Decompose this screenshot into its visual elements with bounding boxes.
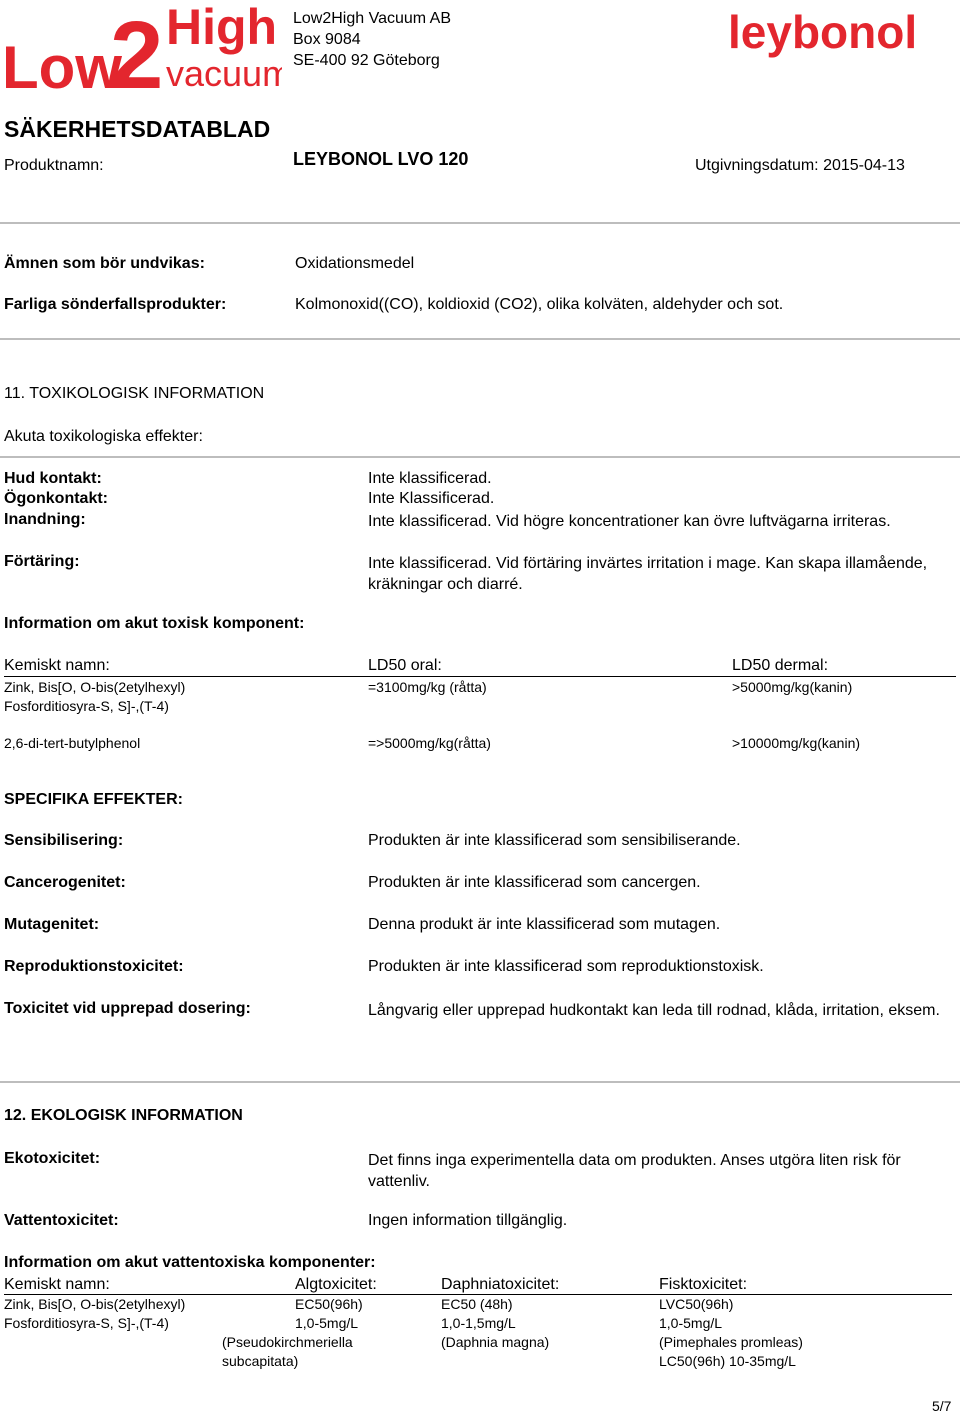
table-cell-chemical: 2,6-di-tert-butylphenol — [4, 735, 141, 751]
table-header-ld50-oral: LD50 oral: — [368, 657, 442, 674]
leybonol-logo — [726, 2, 916, 64]
eco-table-header-daphnia: Daphniatoxicitet: — [441, 1276, 560, 1293]
avoid-value: Oxidationsmedel — [295, 255, 415, 272]
eco-table-header-algae: Algtoxicitet: — [295, 1276, 377, 1293]
company-box: Box 9084 — [293, 31, 361, 48]
eco-table-cell-chemical: Zink, Bis[O, O-bis(2etylhexyl) — [4, 1296, 186, 1312]
eco-table-cell-algae: EC50(96h) — [295, 1296, 363, 1312]
acute-effects-heading: Akuta toxikologiska effekter: — [4, 428, 203, 445]
ingestion-value: Inte klassificerad. Vid förtäring invärtes irritation i mage. Kan skapa illamående, kräkningar och diarré. — [368, 555, 928, 593]
eco-table-cell-algae: (Pseudokirchmeriella — [222, 1334, 353, 1350]
mutagenicity-value: Denna produkt är inte klassificerad som mutagen. — [368, 916, 721, 933]
product-name: LEYBONOL LVO 120 — [293, 149, 469, 169]
low2high-logo-graphic — [2, 0, 282, 95]
page-number: 5/7 — [932, 1398, 952, 1414]
sensitization-label: Sensibilisering: — [4, 832, 124, 849]
mutagenicity-label: Mutagenitet: — [4, 916, 100, 933]
eco-table-cell-algae: 1,0-5mg/L — [295, 1315, 359, 1331]
repeated-dose-label: Toxicitet vid upprepad dosering: — [4, 1000, 251, 1017]
ecotoxicity-label: Ekotoxicitet: — [4, 1150, 101, 1167]
eco-table-cell-fish: LC50(96h) 10-35mg/L — [659, 1353, 796, 1369]
sensitization-value: Produkten är inte klassificerad som sensibiliserande. — [368, 832, 741, 849]
tox-heading: 11. TOXIKOLOGISK INFORMATION — [4, 385, 265, 402]
eco-table-cell-fish: 1,0-5mg/L — [659, 1315, 723, 1331]
eco-table-cell-daphnia: (Daphnia magna) — [441, 1334, 550, 1350]
ingestion-label: Förtäring: — [4, 553, 80, 570]
table-cell-chemical: Fosforditiosyra-S, S]-,(T-4) — [4, 698, 169, 714]
eye-contact-label: Ögonkontakt: — [4, 490, 108, 507]
skin-contact-value: Inte klassificerad. — [368, 470, 492, 487]
eco-heading: 12. EKOLOGISK INFORMATION — [4, 1107, 243, 1124]
eco-table-header-chemical: Kemiskt namn: — [4, 1276, 110, 1293]
reproductive-toxicity-value: Produkten är inte klassificerad som reproduktionstoxisk. — [368, 958, 764, 975]
eco-table-cell-daphnia: EC50 (48h) — [441, 1296, 513, 1312]
eco-table-cell-algae: subcapitata) — [222, 1353, 299, 1369]
leybonol-logo-text: leybonol — [728, 6, 916, 58]
section-divider — [0, 1081, 960, 1083]
table-header-chemical: Kemiskt namn: — [4, 657, 110, 674]
logo-two-text: 2 — [110, 2, 164, 95]
carcinogenicity-label: Cancerogenitet: — [4, 874, 126, 891]
table-cell-ld50-dermal: >5000mg/kg(kanin) — [732, 679, 853, 695]
eco-table-cell-chemical: Fosforditiosyra-S, S]-,(T-4) — [4, 1315, 169, 1331]
inhalation-value: Inte klassificerad. Vid högre koncentrationer kan övre luftvägarna irriteras. — [368, 513, 891, 530]
aquatic-toxicity-label: Vattentoxicitet: — [4, 1212, 119, 1229]
leybonol-logo-graphic — [726, 2, 916, 64]
table-cell-ld50-dermal: >10000mg/kg(kanin) — [732, 735, 861, 751]
company-city: SE-400 92 Göteborg — [293, 52, 440, 69]
table-header-ld50-dermal: LD50 dermal: — [732, 657, 829, 674]
ecotoxicity-value: Det finns inga experimentella data om produkten. Anses utgöra liten risk för vattenliv. — [368, 1152, 901, 1190]
decomposition-value: Kolmonoxid((CO), koldioxid (CO2), olika kolväten, aldehyder och sot. — [295, 296, 784, 313]
acute-component-heading: Information om akut toxisk komponent: — [4, 615, 305, 632]
table-cell-chemical: Zink, Bis[O, O-bis(2etylhexyl) — [4, 679, 186, 695]
low2high-logo — [2, 0, 282, 95]
product-name-label: Produktnamn: — [4, 157, 104, 174]
logo-low-text: Low — [2, 34, 122, 95]
company-name: Low2High Vacuum AB — [293, 10, 452, 27]
eco-table-cell-daphnia: 1,0-1,5mg/L — [441, 1315, 516, 1331]
document-title: SÄKERHETSDATABLAD — [4, 116, 271, 142]
aquatic-toxicity-value: Ingen information tillgänglig. — [368, 1212, 568, 1229]
table-cell-ld50-oral: =3100mg/kg (råtta) — [368, 679, 487, 695]
skin-contact-label: Hud kontakt: — [4, 470, 102, 487]
eco-table-header-rule — [4, 1294, 952, 1295]
eye-contact-value: Inte Klassificerad. — [368, 490, 495, 507]
eco-table-cell-fish: (Pimephales promleas) — [659, 1334, 803, 1350]
carcinogenicity-value: Produkten är inte klassificerad som cancergen. — [368, 874, 701, 891]
eco-table-header-fish: Fisktoxicitet: — [659, 1276, 748, 1293]
table-cell-ld50-oral: =>5000mg/kg(råtta) — [368, 735, 491, 751]
table-header-rule — [4, 676, 956, 677]
reproductive-toxicity-label: Reproduktionstoxicitet: — [4, 958, 184, 975]
logo-vacuum-text: vacuum — [166, 53, 282, 94]
aquatic-component-heading: Information om akut vattentoxiska komponenter: — [4, 1254, 376, 1271]
section-divider — [0, 222, 960, 224]
repeated-dose-value: Långvarig eller upprepad hudkontakt kan leda till rodnad, klåda, irritation, eksem. — [368, 1002, 940, 1019]
issue-date: Utgivningsdatum: 2015-04-13 — [695, 157, 905, 174]
decomposition-label: Farliga sönderfallsprodukter: — [4, 296, 227, 313]
section-divider — [0, 456, 960, 458]
avoid-label: Ämnen som bör undvikas: — [4, 255, 205, 272]
specific-effects-heading: SPECIFIKA EFFEKTER: — [4, 791, 183, 808]
logo-high-text: High — [166, 0, 278, 55]
inhalation-label: Inandning: — [4, 511, 86, 528]
section-divider — [0, 338, 960, 340]
eco-table-cell-fish: LVC50(96h) — [659, 1296, 734, 1312]
